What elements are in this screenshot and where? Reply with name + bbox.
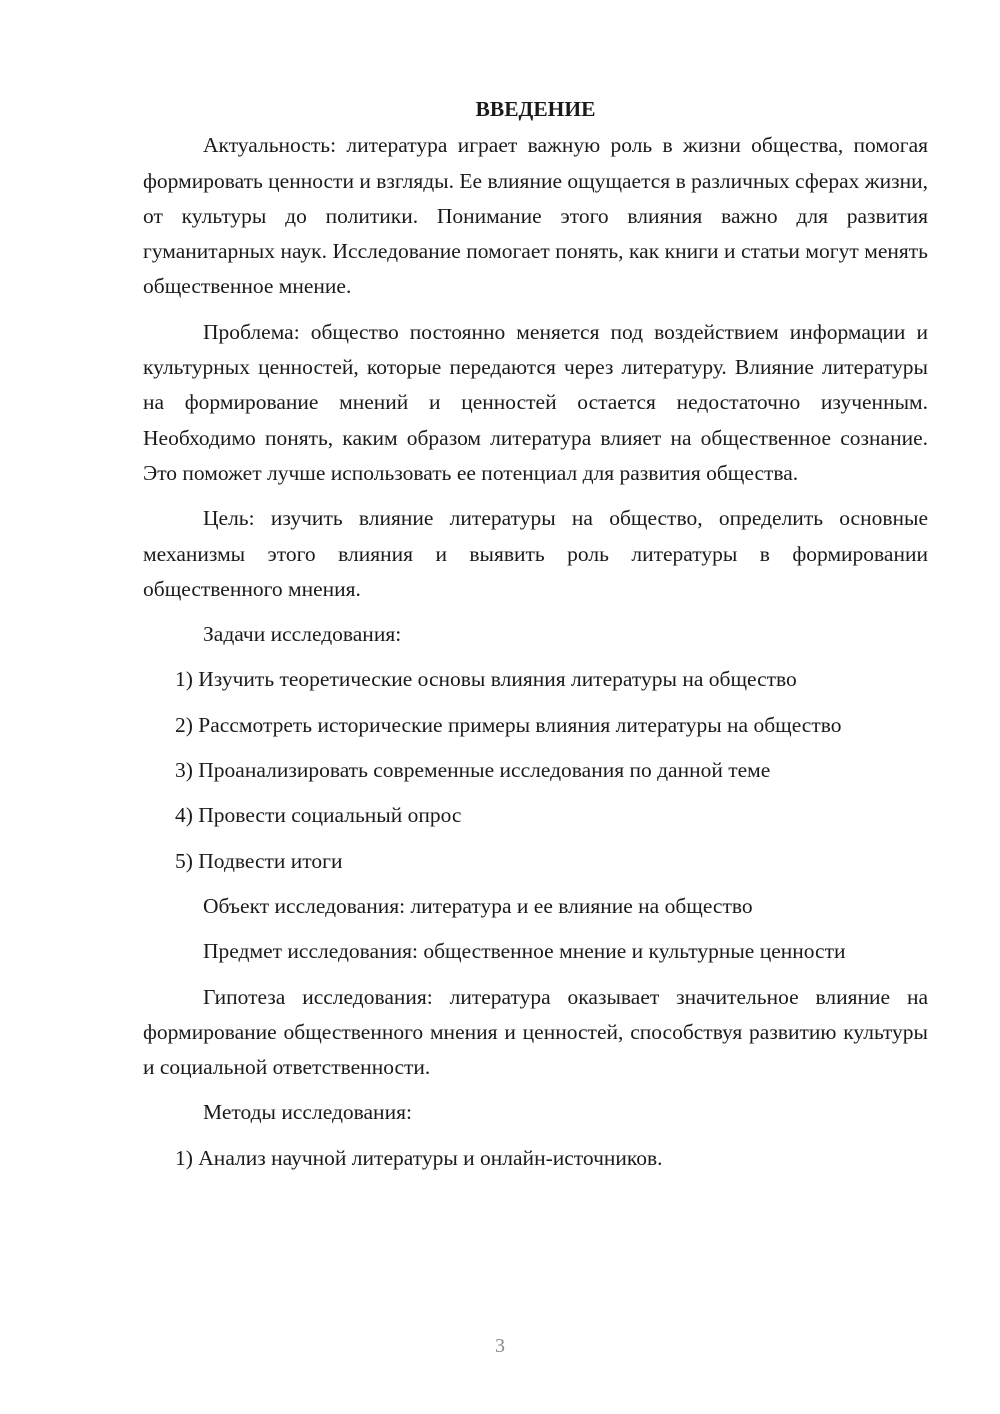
tasks-title: Задачи исследования: bbox=[203, 622, 402, 647]
task-item-5: 5) Подвести итоги bbox=[175, 848, 343, 873]
section-heading: ВВЕДЕНИЕ bbox=[475, 97, 596, 121]
document-body bbox=[143, 92, 928, 1186]
task-item-2: 2) Рассмотреть исторические примеры влияния литературы на общество bbox=[175, 712, 842, 737]
goal-paragraph: Цель: изучить влияние литературы на общество, определить основные механизмы этого влияния и выявить роль литературы в формировании общественного мнения. bbox=[143, 506, 928, 601]
page-number: 3 bbox=[495, 1335, 505, 1357]
problem-paragraph: Проблема: общество постоянно меняется под воздействием информации и культурных ценностей, которые передаются через литературу. Влияние литературы на формирование мнений и ценностей остается недостаточно изученным. Необходимо понять, каким образом литература влияет на общественное сознание. Это поможет лучше использовать ее потенциал для развития общества. bbox=[143, 319, 928, 485]
task-item-3: 3) Проанализировать современные исследования по данной теме bbox=[175, 758, 771, 783]
subject-paragraph: Предмет исследования: общественное мнение и культурные ценности bbox=[203, 939, 846, 964]
task-item-4: 4) Провести социальный опрос bbox=[175, 803, 462, 828]
methods-title: Методы исследования: bbox=[203, 1100, 412, 1125]
hypothesis-paragraph: Гипотеза исследования: литература оказывает значительное влияние на формирование общественного мнения и ценностей, способствуя развитию культуры и социальной ответственности. bbox=[143, 984, 928, 1080]
relevance-paragraph: Актуальность: литература играет важную роль в жизни общества, помогая формировать ценности и взгляды. Ее влияние ощущается в различных сферах жизни, от культуры до политики. Понимание этого влияния важно для развития гуманитарных наук. Исследование помогает понять, как книги и статьи могут менять общественное мнение. bbox=[143, 133, 928, 299]
task-item-1: 1) Изучить теоретические основы влияния литературы на общество bbox=[175, 667, 797, 692]
method-item-1: 1) Анализ научной литературы и онлайн-источников. bbox=[175, 1145, 663, 1170]
object-paragraph: Объект исследования: литература и ее влияние на общество bbox=[203, 893, 753, 918]
